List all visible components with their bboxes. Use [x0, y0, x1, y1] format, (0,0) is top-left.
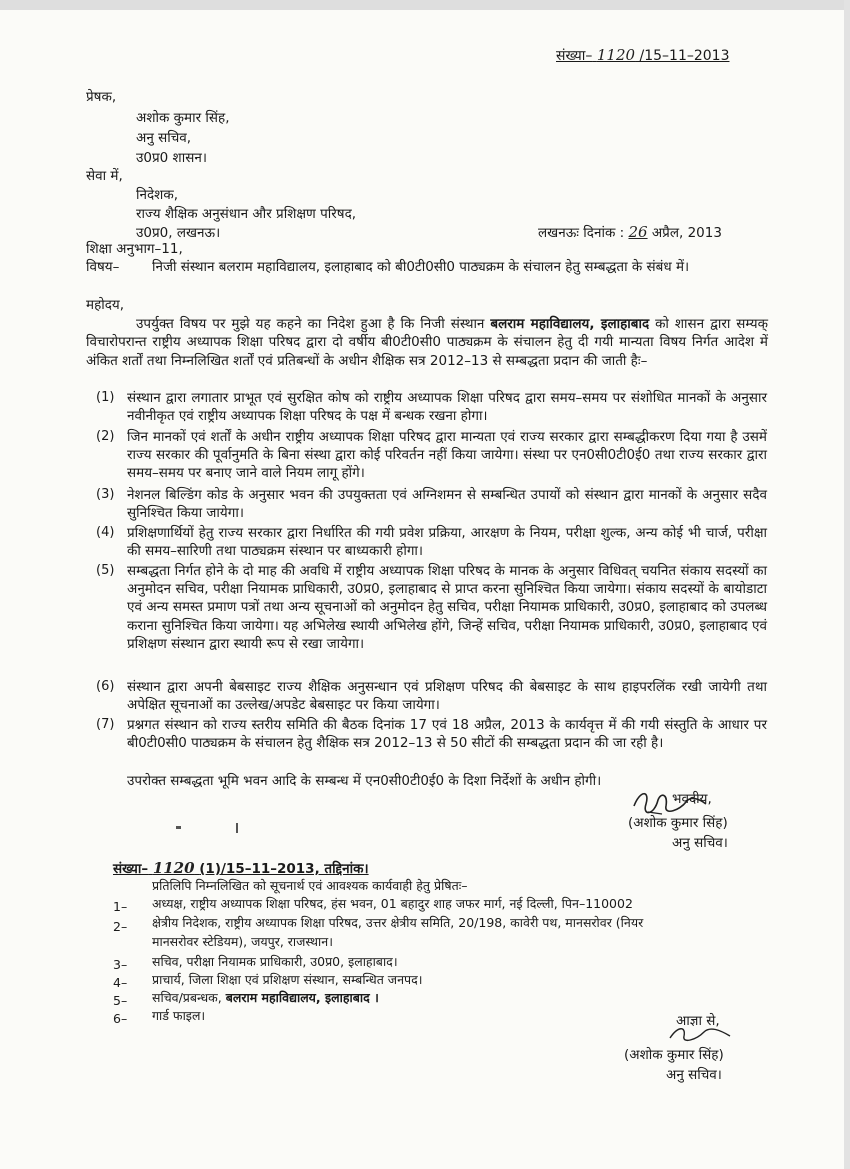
recipient-org: राज्य शैक्षिक अनुसंधान और प्रशिक्षण परिषद,: [136, 206, 357, 222]
signatory-name: (अशोक कुमार सिंह): [624, 1047, 724, 1063]
signoff-by-order: आज्ञा से,: [676, 1013, 720, 1029]
condition-text: प्रश्नगत संस्थान को राज्य स्तरीय समिति की बैठक दिनांक 17 एवं 18 अप्रैल, 2013 के कार्यवृत्त में की गयी संस्तुति के आधार पर बी0टी0सी0 पाठ्यक्रम के संचालन हेतु शैक्षिक सत्र 2012–13 से 50 सीटों की सम्बद्धता प्रदान की जा रही है।: [127, 717, 767, 752]
copy-intro: प्रतिलिपि निम्नलिखित को सूचनार्थ एवं आवश्यक कार्यवाही हेतु प्रेषितः–: [152, 878, 468, 893]
copy-number: 4–: [113, 975, 128, 990]
copy-number: 5–: [113, 993, 128, 1008]
reference-handwritten-number: 1120: [596, 46, 636, 64]
copy-recipient: क्षेत्रीय निदेशक, राष्ट्रीय अध्यापक शिक्षा परिषद, उत्तर क्षेत्रीय समिति, 20/198, कावेरी पथ, मानसरोवर (नियर: [152, 915, 644, 930]
sender-designation: अनु सचिव,: [136, 130, 192, 146]
recipient-title: निदेशक,: [136, 187, 178, 203]
dateline-prefix: लखनऊः दिनांक :: [538, 225, 625, 241]
condition-number: (7): [96, 717, 115, 732]
condition-number: (3): [96, 487, 115, 502]
intro-paragraph: [86, 315, 768, 370]
intro-part-2: को शासन द्वारा सम्यक् विचारोपरान्त राष्ट्रीय अध्यापक शिक्षा परिषद द्वारा दो वर्षीय बी0टी0सी0 पाठ्यक्रम के संचालन हेतु दी गयी मान्यता विषय निर्गत आदेश में अंकित शर्तों तथा निम्नलिखित शर्तों एवं प्रतिबन्धों के अधीन शैक्षिक सत्र 2012–13 से सम्बद्धता प्रदान की जाती हैः–: [86, 316, 768, 369]
signature-scribble-drawing: [660, 1020, 740, 1046]
signatory-designation: अनु सचिव।: [666, 1067, 722, 1083]
signoff-greeting: भवदीय,: [672, 791, 712, 807]
condition-text: जिन मानकों एवं शर्तों के अधीन राष्ट्रीय अध्यापक शिक्षा परिषद द्वारा मान्यता एवं राज्य सरकार द्वारा सम्बद्धीकरण दिया गया है उसमें राज्य सरकार की पूर्वानुमति के बिना संस्था द्वारा कोई परिवर्तन नहीं किया जायेगा। संस्था पर एन0सी0टी0ई0 तथा राज्य सरकार द्वारा समय–समय पर बनाए जाने वाले नियम लागू होंगे।: [127, 429, 767, 482]
recipient-city: उ0प्र0, लखनऊ।: [136, 225, 221, 241]
copy-recipient: प्राचार्य, जिला शिक्षा एवं प्रशिक्षण संस्थान, सम्बन्धित जनपद।: [152, 972, 423, 987]
condition-text: नेशनल बिल्डिंग कोड के अनुसार भवन की उपयुक्तता एवं अग्निशमन से सम्बन्धित उपायों को संस्थान द्वारा मानकों के अनुसार सदैव सुनिश्चित किया जायेगा।: [127, 487, 767, 522]
sender-office: उ0प्र0 शासन।: [136, 150, 207, 166]
copy-number: 3–: [113, 957, 128, 972]
subject-label: विषय–: [86, 259, 120, 275]
condition-number: (2): [96, 429, 115, 444]
department: शिक्षा अनुभाग–11,: [86, 241, 183, 257]
reference-number-bottom: [113, 859, 369, 878]
reference-bottom-label: संख्या–: [113, 861, 149, 877]
sender-name: अशोक कुमार सिंह,: [136, 110, 230, 126]
scan-speck: [176, 826, 181, 829]
copy-number: 2–: [113, 919, 128, 934]
reference-bottom-date: (1)/15–11–2013, तद्दिनांक।: [199, 861, 369, 877]
closing-note: उपरोक्त सम्बद्धता भूमि भवन आदि के सम्बन्ध में एन0सी0टी0ई0 के दिशा निर्देशों के अधीन होगी।: [127, 773, 602, 789]
reference-bottom-handwritten-number: 1120: [152, 859, 195, 877]
condition-number: (4): [96, 525, 115, 540]
condition-number: (6): [96, 679, 115, 694]
salutation: महोदय,: [86, 297, 125, 313]
condition-number: (1): [96, 390, 115, 405]
copy-number: 1–: [113, 899, 128, 914]
reference-date: /15–11–2013: [639, 48, 730, 64]
signatory-name: (अशोक कुमार सिंह): [628, 815, 728, 831]
sender-label: प्रेषक,: [86, 89, 117, 105]
copy-recipient-prefix: सचिव/प्रबन्धक,: [152, 990, 222, 1005]
reference-number-top: [556, 46, 729, 65]
copy-recipient: गार्ड फाइल।: [152, 1008, 206, 1023]
condition-text: सम्बद्धता निर्गत होने के दो माह की अवधि में राष्ट्रीय अध्यापक शिक्षा परिषद के मानक के अनुसार विधिवत् चयनित संकाय सदस्यों का अनुमोदन सचिव, परीक्षा नियामक प्राधिकारी, उ0प्र0, इलाहाबाद से प्राप्त करना सुनिश्चित किया जायेगा। संकाय सदस्यों के बायोडाटा एवं अन्य समस्त प्रमाण पत्रों तथा अन्य सूचनाओं को अनुमोदन हेतु सचिव, परीक्षा नियामक प्राधिकारी, उ0प्र0, इलाहाबाद को उपलब्ध कराना सुनिश्चित किया जायेगा। यह अभिलेख स्थायी अभिलेख होंगे, जिन्हें सचिव, परीक्षा नियामक प्राधिकारी, उ0प्र0, इलाहाबाद एवं प्रशिक्षण संस्थान द्वारा स्थायी रूप से रखा जायेगा।: [127, 563, 767, 652]
dateline: [538, 223, 722, 242]
dateline-month-year: अप्रैल, 2013: [651, 225, 722, 241]
intro-part-1: उपर्युक्त विषय पर मुझे यह कहने का निदेश हुआ है कि निजी संस्थान: [136, 316, 485, 332]
reference-label: संख्या–: [556, 48, 593, 64]
condition-text: प्रशिक्षणार्थियों हेतु राज्य सरकार द्वारा निर्धारित की गयी प्रवेश प्रक्रिया, आरक्षण के नियम, परीक्षा शुल्क, अन्य कोई भी चार्ज, परीक्षा की समय–सारिणी तथा पाठ्यक्रम संस्थान पर बाध्यकारी होगा।: [127, 525, 767, 560]
copy-recipient: अध्यक्ष, राष्ट्रीय अध्यापक शिक्षा परिषद, हंस भवन, 01 बहादुर शाह जफर मार्ग, नई दिल्ली, पिन–110002: [152, 896, 633, 911]
subject-text: निजी संस्थान बलराम महाविद्यालय, इलाहाबाद को बी0टी0सी0 पाठ्यक्रम के संचालन हेतु सम्बद्धता के संबंध में।: [152, 259, 690, 275]
copy-recipient-institution: बलराम महाविद्यालय, इलाहाबाद ।: [225, 990, 379, 1005]
copy-recipient-continued: मानसरोवर स्टेडियम), जयपुर, राजस्थान।: [152, 934, 333, 949]
scan-border-top: [0, 0, 850, 10]
copy-number: 6–: [113, 1011, 128, 1026]
condition-number: (5): [96, 563, 115, 578]
copy-recipient: [152, 990, 379, 1006]
copy-recipient: सचिव, परीक्षा नियामक प्राधिकारी, उ0प्र0, इलाहाबाद।: [152, 954, 398, 969]
signatory-designation: अनु सचिव।: [672, 835, 728, 851]
recipient-label: सेवा में,: [86, 168, 123, 184]
condition-text: संस्थान द्वारा अपनी बेबसाइट राज्य शैक्षिक अनुसन्धान एवं प्रशिक्षण परिषद की बेबसाइट के साथ हाइपरलिंक रखी जायेगी तथा अपेक्षित सूचनाओं का उल्लेख/अपडेट बेबसाइट पर किया जायेगा।: [127, 679, 767, 714]
scan-speck: [236, 823, 238, 833]
intro-institution: बलराम महाविद्यालय, इलाहाबाद: [490, 316, 650, 332]
condition-text: संस्थान द्वारा लगातार प्राभूत एवं सुरक्षित कोष को राष्ट्रीय अध्यापक शिक्षा परिषद द्वारा समय–समय पर संशोधित मानकों के अनुसार नवीनीकृत एवं राष्ट्रीय अध्यापक शिक्षा परिषद के पक्ष में बन्धक रखना होगा।: [127, 390, 767, 425]
scan-border-right: [844, 0, 850, 1169]
dateline-handwritten-day: 26: [628, 223, 648, 241]
